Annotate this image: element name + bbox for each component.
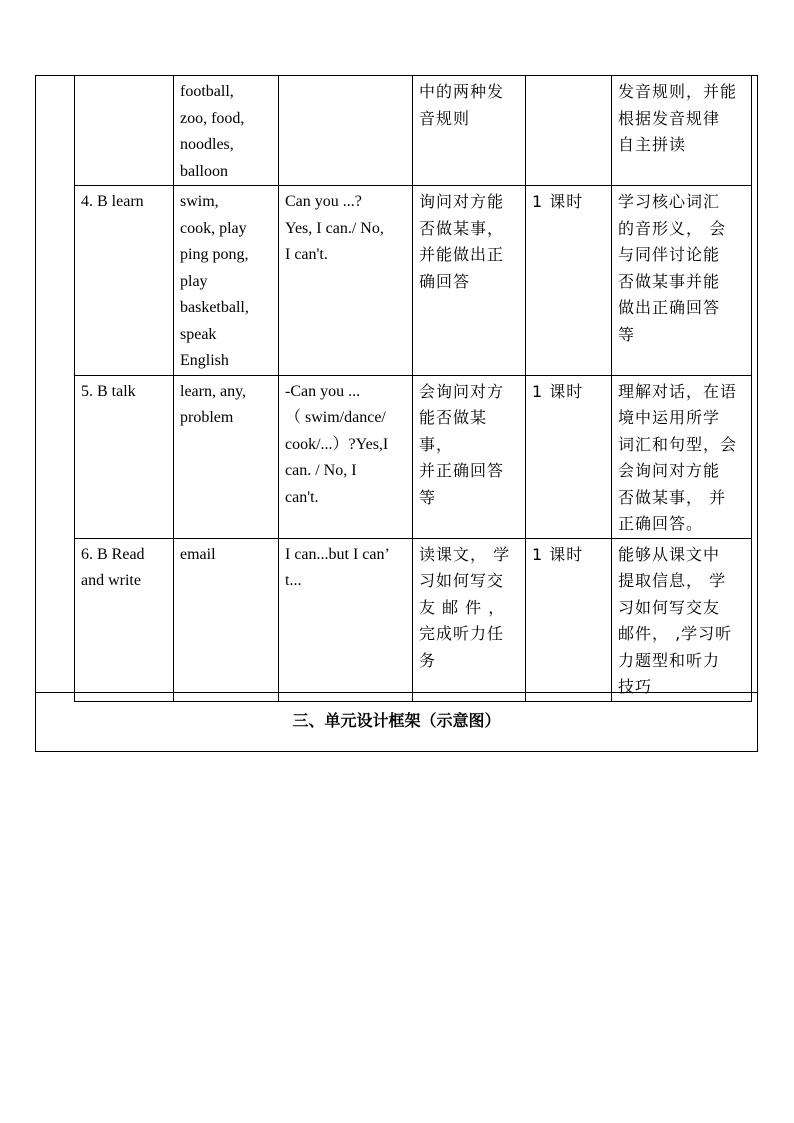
- words-cell: [174, 186, 279, 376]
- sentences-cell-line: can. / No, I: [285, 462, 357, 479]
- goal-cell-line: 中的两种发: [419, 82, 505, 101]
- words-cell: [174, 76, 279, 186]
- words-cell-line: football,: [180, 83, 234, 100]
- table-row: [75, 538, 752, 701]
- words-cell-line: play: [180, 272, 208, 290]
- objectives-cell-line: 提取信息， 学: [618, 571, 727, 590]
- objectives-cell-line: 能够从课文中: [618, 544, 721, 564]
- objectives-cell-line: 学习核心词汇: [618, 192, 721, 211]
- lesson-table: [74, 75, 752, 702]
- sentences-cell-line: t...: [285, 572, 302, 589]
- lesson-cell-line: 4. B learn: [81, 193, 144, 210]
- objectives-cell-line: 邮件， ,学习听: [618, 624, 733, 643]
- words-cell: [174, 375, 279, 538]
- words-cell-line: ping pong,: [180, 246, 249, 263]
- objectives-cell-line: 否做某事并能: [618, 271, 721, 291]
- words-cell-line: problem: [180, 409, 234, 426]
- words-cell: [174, 538, 279, 701]
- sentences-cell: [279, 375, 413, 538]
- objectives-cell-line: 根据发音规律: [618, 108, 721, 128]
- objectives-cell-line: 与同伴讨论能: [618, 245, 721, 264]
- table-row: [75, 375, 752, 538]
- objectives-cell-line: 词汇和句型，会: [618, 434, 738, 454]
- objectives-cell-line: 境中运用所学: [618, 408, 721, 427]
- goal-cell-line: 并正确回答: [419, 461, 505, 480]
- words-cell-line: learn, any,: [180, 382, 247, 400]
- objectives-cell-line: 理解对话，在语: [618, 381, 738, 401]
- sentences-cell-line: I can't.: [285, 246, 328, 263]
- table-row: [75, 76, 752, 186]
- section-title: 三、单元设计框架（示意图）: [292, 711, 501, 730]
- goal-cell: [413, 538, 526, 701]
- sentences-cell: [279, 76, 413, 186]
- words-cell-line: swim,: [180, 193, 219, 210]
- goal-cell-line: 友 邮 件 ，: [419, 597, 506, 617]
- sentences-cell-line: cook/...）?Yes,I: [285, 435, 389, 453]
- words-cell-line: email: [180, 545, 216, 563]
- goal-cell: [413, 375, 526, 538]
- objectives-cell-line: 习如何写交友: [618, 597, 721, 617]
- words-cell-line: balloon: [180, 162, 228, 180]
- lesson-cell-line: 6. B Read and write: [81, 545, 145, 589]
- objectives-cell-line: 否做某事， 并: [618, 487, 727, 507]
- sentences-cell-line: can't.: [285, 488, 319, 506]
- sentences-cell-line: I can...but I can’: [285, 545, 390, 563]
- sentences-cell-line: Yes, I can./ No,: [285, 219, 384, 237]
- lesson-cell-line: 5. B talk: [81, 382, 136, 400]
- sentences-cell: [279, 186, 413, 376]
- words-cell-line: cook, play: [180, 219, 247, 237]
- unit-table-frame: [35, 75, 758, 752]
- words-cell-line: basketball,: [180, 299, 249, 316]
- hours-cell: [526, 76, 612, 186]
- hours-cell-line: 1 课时: [532, 381, 584, 401]
- objectives-cell-line: 力题型和听力: [618, 650, 721, 670]
- hours-cell: [526, 538, 612, 701]
- sentences-cell-line: -Can you ...: [285, 382, 361, 400]
- sentences-cell-line: Can you ...?: [285, 193, 362, 210]
- sentences-cell: [279, 538, 413, 701]
- lesson-cell: [75, 375, 174, 538]
- goal-cell-line: 习如何写交: [419, 571, 505, 590]
- objectives-cell: [612, 538, 752, 701]
- goal-cell-line: 读课文， 学: [419, 544, 511, 564]
- objectives-cell-line: 等: [618, 324, 636, 344]
- objectives-cell: [612, 76, 752, 186]
- lesson-cell: [75, 538, 174, 701]
- hours-cell-line: 1 课时: [532, 192, 584, 211]
- goal-cell-line: 会询问对方: [419, 381, 505, 401]
- goal-cell-line: 务: [419, 650, 437, 670]
- goal-cell-line: 音规则: [419, 108, 471, 128]
- goal-cell-line: 询问对方能: [419, 192, 505, 211]
- goal-cell-line: 否做某事，: [419, 218, 505, 238]
- lesson-cell: [75, 186, 174, 376]
- hours-cell: [526, 375, 612, 538]
- goal-cell-line: 完成听力任: [419, 624, 505, 643]
- hours-cell-line: 1 课时: [532, 544, 584, 564]
- words-cell-line: zoo, food,: [180, 109, 245, 127]
- goal-cell-line: 并能做出正: [419, 245, 505, 264]
- objectives-cell-line: 会询问对方能: [618, 461, 721, 480]
- table-row: [75, 186, 752, 376]
- section-divider: [36, 692, 757, 693]
- objectives-cell-line: 自主拼读: [618, 135, 687, 154]
- words-cell-line: speak: [180, 325, 217, 343]
- sentences-cell-line: （ swim/dance/: [285, 409, 386, 426]
- objectives-cell-line: 技巧: [618, 677, 653, 696]
- hours-cell: [526, 186, 612, 376]
- goal-cell: [413, 76, 526, 186]
- goal-cell-line: 能否做某事，: [419, 408, 488, 454]
- objectives-cell-line: 的音形义， 会: [618, 218, 727, 238]
- goal-cell-line: 等: [419, 487, 437, 507]
- objectives-cell-line: 做出正确回答: [618, 298, 721, 317]
- lesson-cell: [75, 76, 174, 186]
- objectives-cell: [612, 186, 752, 376]
- words-cell-line: English: [180, 352, 229, 369]
- objectives-cell-line: 发音规则，并能: [618, 82, 738, 101]
- goal-cell: [413, 186, 526, 376]
- words-cell-line: noodles,: [180, 136, 234, 153]
- objectives-cell-line: 正确回答。: [618, 514, 704, 533]
- goal-cell-line: 确回答: [419, 271, 471, 291]
- objectives-cell: [612, 375, 752, 538]
